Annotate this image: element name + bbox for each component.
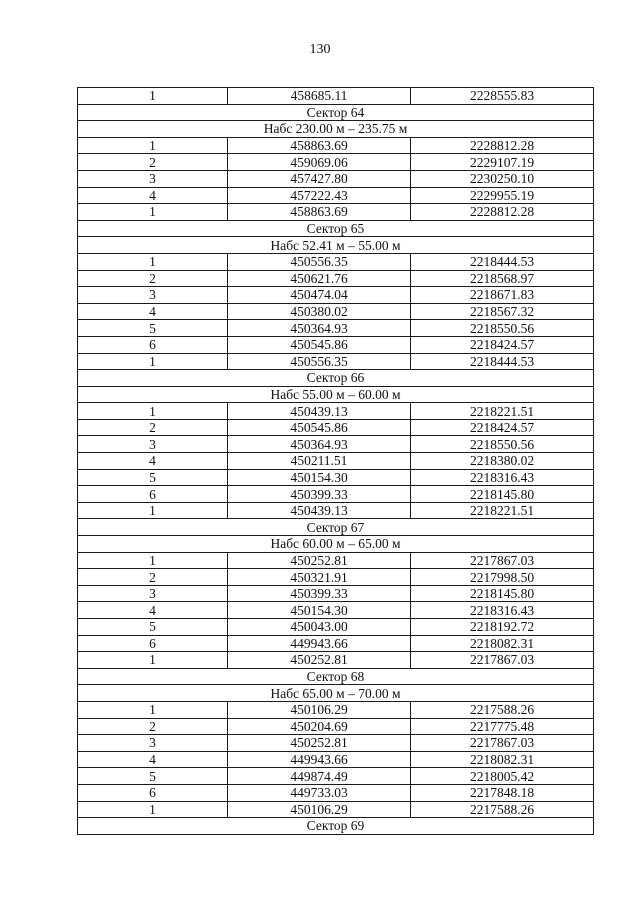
table-row xyxy=(78,353,594,370)
y-coordinate-cell: 2218145.80 xyxy=(411,486,594,503)
sector-title: Сектор 68 xyxy=(78,668,594,685)
table-row xyxy=(78,403,594,420)
coordinates-table-body xyxy=(78,88,594,835)
y-coordinate-cell: 2218444.53 xyxy=(411,253,594,270)
table-row xyxy=(78,652,594,669)
table-row xyxy=(78,602,594,619)
sector-height-range-row xyxy=(78,386,594,403)
point-number-cell: 4 xyxy=(78,751,228,768)
point-number-cell: 1 xyxy=(78,552,228,569)
point-number-cell: 1 xyxy=(78,801,228,818)
table-row xyxy=(78,303,594,320)
x-coordinate-cell: 450474.04 xyxy=(228,287,411,304)
y-coordinate-cell: 2217588.26 xyxy=(411,701,594,718)
y-coordinate-cell: 2217867.03 xyxy=(411,652,594,669)
point-number-cell: 6 xyxy=(78,486,228,503)
y-coordinate-cell: 2218424.57 xyxy=(411,419,594,436)
sector-title: Сектор 64 xyxy=(78,104,594,121)
y-coordinate-cell: 2218424.57 xyxy=(411,336,594,353)
sector-height-range: Набс 52.41 м – 55.00 м xyxy=(78,237,594,254)
sector-height-range: Набс 230.00 м – 235.75 м xyxy=(78,121,594,138)
x-coordinate-cell: 450399.33 xyxy=(228,585,411,602)
sector-title-row xyxy=(78,519,594,536)
point-number-cell: 3 xyxy=(78,287,228,304)
y-coordinate-cell: 2218082.31 xyxy=(411,751,594,768)
table-row xyxy=(78,453,594,470)
point-number-cell: 5 xyxy=(78,320,228,337)
point-number-cell: 1 xyxy=(78,137,228,154)
x-coordinate-cell: 450106.29 xyxy=(228,801,411,818)
point-number-cell: 2 xyxy=(78,718,228,735)
x-coordinate-cell: 450399.33 xyxy=(228,486,411,503)
x-coordinate-cell: 450252.81 xyxy=(228,552,411,569)
table-row xyxy=(78,204,594,221)
point-number-cell: 1 xyxy=(78,88,228,105)
x-coordinate-cell: 450106.29 xyxy=(228,701,411,718)
point-number-cell: 5 xyxy=(78,768,228,785)
x-coordinate-cell: 450545.86 xyxy=(228,419,411,436)
point-number-cell: 1 xyxy=(78,253,228,270)
table-row xyxy=(78,187,594,204)
table-row xyxy=(78,469,594,486)
table-row xyxy=(78,436,594,453)
point-number-cell: 6 xyxy=(78,336,228,353)
table-row xyxy=(78,320,594,337)
table-row xyxy=(78,502,594,519)
x-coordinate-cell: 458863.69 xyxy=(228,137,411,154)
y-coordinate-cell: 2218550.56 xyxy=(411,320,594,337)
y-coordinate-cell: 2217588.26 xyxy=(411,801,594,818)
table-row xyxy=(78,170,594,187)
table-row xyxy=(78,701,594,718)
table-row xyxy=(78,635,594,652)
coordinates-table xyxy=(77,87,594,835)
y-coordinate-cell: 2228555.83 xyxy=(411,88,594,105)
point-number-cell: 3 xyxy=(78,585,228,602)
point-number-cell: 4 xyxy=(78,602,228,619)
x-coordinate-cell: 450364.93 xyxy=(228,320,411,337)
sector-height-range-row xyxy=(78,237,594,254)
y-coordinate-cell: 2230250.10 xyxy=(411,170,594,187)
table-row xyxy=(78,735,594,752)
y-coordinate-cell: 2217775.48 xyxy=(411,718,594,735)
y-coordinate-cell: 2218316.43 xyxy=(411,469,594,486)
x-coordinate-cell: 458685.11 xyxy=(228,88,411,105)
sector-title-row xyxy=(78,104,594,121)
y-coordinate-cell: 2218550.56 xyxy=(411,436,594,453)
point-number-cell: 4 xyxy=(78,303,228,320)
sector-title-row xyxy=(78,220,594,237)
x-coordinate-cell: 450252.81 xyxy=(228,735,411,752)
y-coordinate-cell: 2218082.31 xyxy=(411,635,594,652)
x-coordinate-cell: 450211.51 xyxy=(228,453,411,470)
y-coordinate-cell: 2217848.18 xyxy=(411,784,594,801)
y-coordinate-cell: 2218316.43 xyxy=(411,602,594,619)
x-coordinate-cell: 450439.13 xyxy=(228,403,411,420)
point-number-cell: 4 xyxy=(78,453,228,470)
point-number-cell: 5 xyxy=(78,619,228,636)
sector-height-range-row xyxy=(78,536,594,553)
point-number-cell: 1 xyxy=(78,701,228,718)
y-coordinate-cell: 2218005.42 xyxy=(411,768,594,785)
y-coordinate-cell: 2217867.03 xyxy=(411,735,594,752)
page-number: 130 xyxy=(309,42,331,57)
y-coordinate-cell: 2218192.72 xyxy=(411,619,594,636)
x-coordinate-cell: 450556.35 xyxy=(228,253,411,270)
sector-title-row xyxy=(78,818,594,835)
table-row xyxy=(78,718,594,735)
sector-title: Сектор 69 xyxy=(78,818,594,835)
table-row xyxy=(78,253,594,270)
sector-height-range: Набс 55.00 м – 60.00 м xyxy=(78,386,594,403)
table-row xyxy=(78,419,594,436)
sector-height-range: Набс 60.00 м – 65.00 м xyxy=(78,536,594,553)
x-coordinate-cell: 450545.86 xyxy=(228,336,411,353)
point-number-cell: 6 xyxy=(78,784,228,801)
sector-height-range-row xyxy=(78,121,594,138)
x-coordinate-cell: 459069.06 xyxy=(228,154,411,171)
sector-height-range: Набс 65.00 м – 70.00 м xyxy=(78,685,594,702)
y-coordinate-cell: 2217867.03 xyxy=(411,552,594,569)
table-row xyxy=(78,619,594,636)
sector-title: Сектор 66 xyxy=(78,370,594,387)
table-row xyxy=(78,287,594,304)
x-coordinate-cell: 450043.00 xyxy=(228,619,411,636)
point-number-cell: 1 xyxy=(78,204,228,221)
sector-title-row xyxy=(78,668,594,685)
point-number-cell: 6 xyxy=(78,635,228,652)
x-coordinate-cell: 450439.13 xyxy=(228,502,411,519)
table-row xyxy=(78,768,594,785)
x-coordinate-cell: 449874.49 xyxy=(228,768,411,785)
sector-height-range-row xyxy=(78,685,594,702)
x-coordinate-cell: 449733.03 xyxy=(228,784,411,801)
table-row xyxy=(78,784,594,801)
table-row xyxy=(78,336,594,353)
table-row xyxy=(78,88,594,105)
point-number-cell: 3 xyxy=(78,436,228,453)
x-coordinate-cell: 450321.91 xyxy=(228,569,411,586)
y-coordinate-cell: 2229107.19 xyxy=(411,154,594,171)
table-row xyxy=(78,270,594,287)
point-number-cell: 3 xyxy=(78,170,228,187)
y-coordinate-cell: 2218567.32 xyxy=(411,303,594,320)
x-coordinate-cell: 450154.30 xyxy=(228,469,411,486)
x-coordinate-cell: 450252.81 xyxy=(228,652,411,669)
x-coordinate-cell: 449943.66 xyxy=(228,635,411,652)
point-number-cell: 2 xyxy=(78,569,228,586)
y-coordinate-cell: 2218145.80 xyxy=(411,585,594,602)
sector-title: Сектор 67 xyxy=(78,519,594,536)
x-coordinate-cell: 450621.76 xyxy=(228,270,411,287)
y-coordinate-cell: 2218221.51 xyxy=(411,403,594,420)
x-coordinate-cell: 457222.43 xyxy=(228,187,411,204)
x-coordinate-cell: 450556.35 xyxy=(228,353,411,370)
point-number-cell: 1 xyxy=(78,353,228,370)
y-coordinate-cell: 2217998.50 xyxy=(411,569,594,586)
y-coordinate-cell: 2218380.02 xyxy=(411,453,594,470)
point-number-cell: 1 xyxy=(78,502,228,519)
table-row xyxy=(78,801,594,818)
x-coordinate-cell: 450154.30 xyxy=(228,602,411,619)
x-coordinate-cell: 450364.93 xyxy=(228,436,411,453)
y-coordinate-cell: 2228812.28 xyxy=(411,204,594,221)
y-coordinate-cell: 2218221.51 xyxy=(411,502,594,519)
y-coordinate-cell: 2218444.53 xyxy=(411,353,594,370)
y-coordinate-cell: 2229955.19 xyxy=(411,187,594,204)
y-coordinate-cell: 2218568.97 xyxy=(411,270,594,287)
table-row xyxy=(78,137,594,154)
point-number-cell: 1 xyxy=(78,652,228,669)
y-coordinate-cell: 2218671.83 xyxy=(411,287,594,304)
table-row xyxy=(78,585,594,602)
x-coordinate-cell: 450204.69 xyxy=(228,718,411,735)
table-row xyxy=(78,569,594,586)
x-coordinate-cell: 450380.02 xyxy=(228,303,411,320)
point-number-cell: 3 xyxy=(78,735,228,752)
x-coordinate-cell: 449943.66 xyxy=(228,751,411,768)
point-number-cell: 2 xyxy=(78,419,228,436)
point-number-cell: 1 xyxy=(78,403,228,420)
point-number-cell: 2 xyxy=(78,270,228,287)
point-number-cell: 4 xyxy=(78,187,228,204)
point-number-cell: 2 xyxy=(78,154,228,171)
y-coordinate-cell: 2228812.28 xyxy=(411,137,594,154)
table-row xyxy=(78,552,594,569)
x-coordinate-cell: 457427.80 xyxy=(228,170,411,187)
sector-title: Сектор 65 xyxy=(78,220,594,237)
sector-title-row xyxy=(78,370,594,387)
table-row xyxy=(78,486,594,503)
point-number-cell: 5 xyxy=(78,469,228,486)
table-row xyxy=(78,751,594,768)
x-coordinate-cell: 458863.69 xyxy=(228,204,411,221)
table-row xyxy=(78,154,594,171)
